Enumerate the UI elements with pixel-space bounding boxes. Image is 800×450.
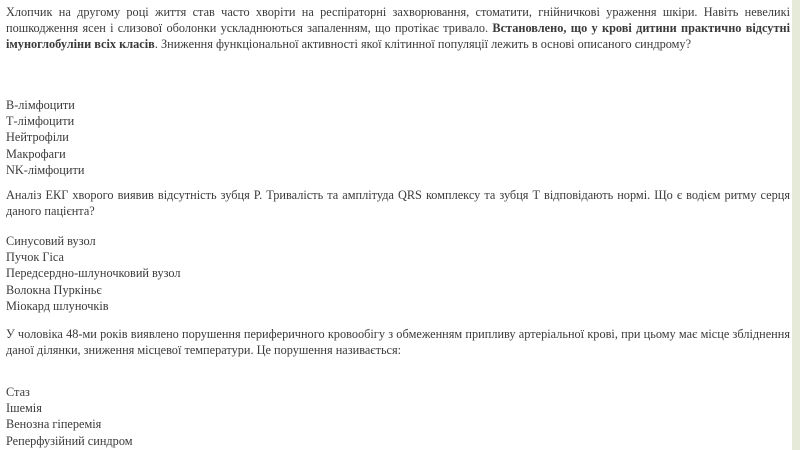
- question-3-options: [6, 384, 790, 449]
- question-3-option-a: Стаз: [6, 385, 30, 399]
- question-3-option-d: Реперфузійний синдром: [6, 433, 133, 448]
- question-2-option-d: Волокна Пуркіньє: [6, 282, 102, 297]
- question-1-option-e: NK-лімфоцити: [6, 162, 85, 177]
- question-1-text-start: Хлопчик на другому році життя став часто хворіти на респіраторні захворювання, стоматити, гнійничкові ураження шкіри. Навіть невеликі пошкодження ясен і слизової оболонки ускладнюються запаленням, що протікає тривало.: [6, 5, 790, 36]
- question-1-bold-text: Встановлено, що у крові дитини практично відсутні імуноглобуліни всіх класів: [6, 21, 790, 52]
- question-2-options: [6, 233, 790, 314]
- question-1-option-b: Т-лімфоцити: [6, 114, 75, 129]
- question-1-option-d: Макрофаги: [6, 146, 66, 161]
- question-2-option-b: Пучок Гіса: [6, 250, 65, 265]
- question-1-text-end: . Зниження функціональної активності якої клітинної популяції лежить в основі описаного синдрому?: [154, 37, 692, 52]
- side-decoration-band: [792, 0, 800, 450]
- question-1-options: [6, 97, 790, 178]
- question-2-text: Аналіз ЕКГ хворого виявив відсутність зубця Р. Тривалість та амплітуда QRS комплексу та зубця Т відповідають нормі. Що є водієм ритму серця даного пацієнта?: [6, 188, 790, 219]
- question-3-option-c: Венозна гіперемія: [6, 417, 102, 432]
- question-2-option-e: Міокард шлуночків: [6, 298, 109, 313]
- question-1-option-c: Нейтрофіли: [6, 130, 69, 145]
- question-1-text: [6, 4, 790, 53]
- question-1-option-a: В-лімфоцити: [6, 98, 75, 112]
- question-3-option-b: Ішемія: [6, 401, 42, 416]
- question-3-text: У чоловіка 48-ми років виявлено порушення периферичного кровообігу з обмеженням припливу артеріальної крові, при цьому має місце збліднення даної ділянки, зниження місцевої температури. Це порушення називається:: [6, 327, 790, 358]
- question-2-option-a: Синусовий вузол: [6, 234, 96, 248]
- question-2-option-c: Передсердно-шлуночковий вузол: [6, 266, 181, 281]
